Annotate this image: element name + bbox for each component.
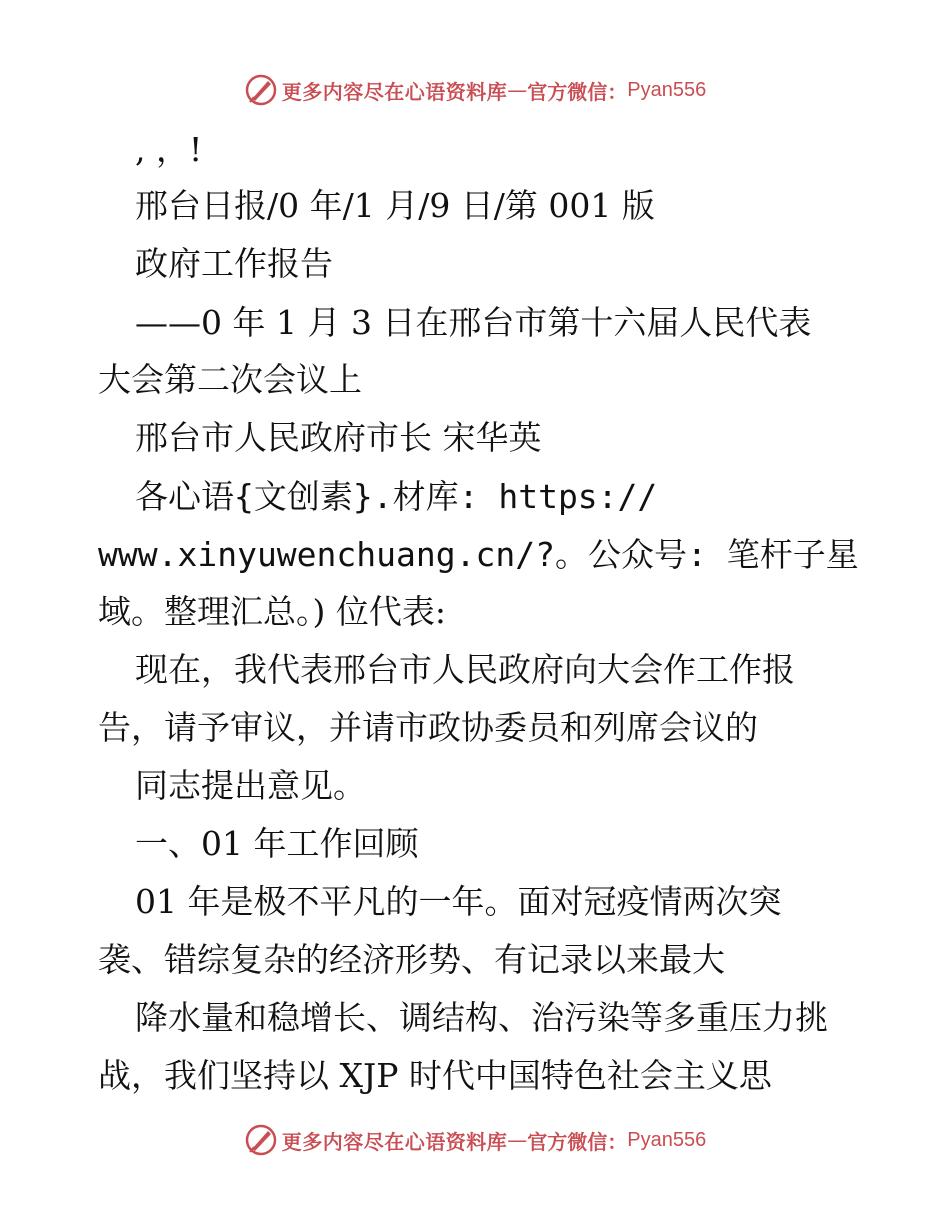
text-line: 袭、错综复杂的经济形势、有记录以来最大	[98, 940, 725, 979]
text-line: 政府工作报告	[135, 244, 333, 283]
text-line: 各心语{文创素}.材库: https://	[135, 477, 658, 516]
text-line: 降水量和稳增长、调结构、治污染等多重压力挑	[135, 998, 828, 1037]
text-line: 告，请予审议，并请市政协委员和列席会议的	[98, 708, 758, 747]
text-line: , ，!	[135, 130, 203, 169]
text-line: 域。整理汇总。) 位代表:	[98, 592, 446, 631]
text-line: www.xinyuwenchuang.cn/?。公众号: 笔杆子星	[98, 535, 859, 574]
watermark-header	[0, 70, 950, 110]
text-line: ——0 年 1 月 3 日在邢台市第十六届人民代表	[135, 303, 812, 342]
text-line: 现在，我代表邢台市人民政府向大会作工作报	[135, 650, 795, 689]
quill-logo-icon	[244, 1123, 278, 1157]
watermark-dash: —	[507, 78, 528, 102]
watermark-footer	[0, 1120, 950, 1160]
watermark-id: Pyan556	[627, 78, 707, 101]
text-line: 邢台市人民政府市长 宋华英	[135, 418, 542, 457]
watermark-label: 官方微信：	[527, 1129, 628, 1154]
watermark-dash: —	[507, 1128, 528, 1152]
text-line: 战，我们坚持以 XJP 时代中国特色社会主义思	[98, 1056, 772, 1095]
text-line: 01 年是极不平凡的一年。面对冠疫情两次突	[135, 882, 782, 921]
text-line: 大会第二次会议上	[98, 360, 362, 399]
watermark-text: 更多内容尽在心语资料库	[281, 1129, 508, 1154]
watermark-id: Pyan556	[627, 1128, 707, 1151]
section-heading: 一、01 年工作回顾	[135, 824, 419, 863]
watermark-label: 官方微信：	[527, 79, 628, 104]
text-line: 邢台日报/0 年/1 月/9 日/第 001 版	[135, 186, 655, 225]
watermark-text: 更多内容尽在心语资料库	[281, 79, 508, 104]
text-line: 同志提出意见。	[135, 766, 366, 805]
quill-logo-icon	[244, 73, 278, 107]
